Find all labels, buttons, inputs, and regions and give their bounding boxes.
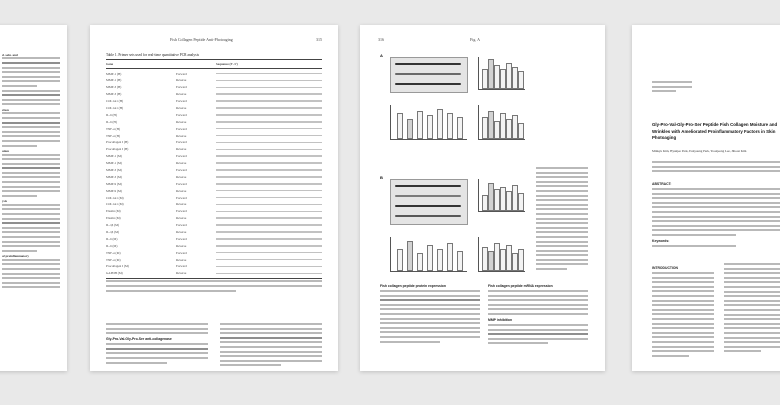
bar-chart-a2	[390, 105, 467, 140]
figure-caption	[536, 167, 588, 273]
table-row: IL-6 (M) Reverse	[106, 242, 322, 249]
table-row: TNF-α (H) Forward	[106, 125, 322, 132]
western-blot-a	[390, 57, 468, 93]
table-row: MMP-3 (H) Forward	[106, 84, 322, 91]
head-2: ysis	[2, 199, 7, 204]
abstract	[652, 179, 780, 250]
primer-table	[106, 53, 322, 294]
bar-chart-b2	[390, 237, 467, 272]
table-row: Procollagen I (M) Forward	[106, 263, 322, 270]
table-row: COL1A1 (M) Forward	[106, 194, 322, 201]
authors: Minkyu Kim, Hyunjee Park, Eunyoung Park, Yoonjeong Lee, Jihoon Kim	[652, 149, 747, 153]
table-row: MMP-3 (M) Reverse	[106, 173, 322, 180]
panel-a-label: A	[380, 53, 383, 58]
running-head-3: Fig. A	[470, 37, 481, 42]
abstract-label: ABSTRACT:	[652, 182, 672, 186]
table-caption: Table 1. Primer sets used for real-time quantitative PCR analysis	[106, 53, 199, 57]
table-row: COL1A1 (M) Reverse	[106, 201, 322, 208]
table-row: MMP-9 (M) Forward	[106, 180, 322, 187]
table-row: Elastin (M) Forward	[106, 208, 322, 215]
snippet-2: ction	[2, 107, 9, 112]
head-3: of proinflammatory	[2, 254, 29, 259]
keywords-label: Keywords:	[652, 238, 670, 243]
intro-column-left	[652, 263, 714, 359]
figure-page-right-column	[488, 281, 588, 347]
bar-chart-a3	[478, 105, 525, 140]
table-row: TNF-α (H) Reverse	[106, 132, 322, 139]
table-row: COL1A1 (H) Reverse	[106, 105, 322, 112]
left-section-head: Gly-Pro-Val-Gly-Pro-Ser anti-collagenase	[106, 337, 172, 342]
figure-page	[360, 25, 605, 371]
table-row: TNF-α (M) Forward	[106, 249, 322, 256]
section-head-1: Fish collagen peptide protein expression	[380, 284, 446, 288]
page-number: 315	[316, 37, 322, 42]
left-page-fragment	[0, 25, 67, 371]
table-body	[106, 70, 322, 277]
western-blot-b	[390, 179, 468, 225]
table-row: MMP-1 (M) Forward	[106, 153, 322, 160]
table-row: MMP-3 (H) Reverse	[106, 91, 322, 98]
table-row: TNF-α (M) Reverse	[106, 256, 322, 263]
table-row: Procollagen I (H) Reverse	[106, 146, 322, 153]
article-title: Gly-Pro-Val-Gly-Pro-Ser Peptide Fish Collagen Moisture and Wrinkles with Ameliorated Proinflammatory Factors in Skin Photoaging	[652, 122, 778, 141]
bar-chart-a1	[478, 57, 525, 90]
intro-label: INTRODUCTION	[652, 266, 678, 270]
table-row: COL1A1 (H) Forward	[106, 98, 322, 105]
running-head: Fish Collagen Peptide Anti-Photoaging	[170, 37, 233, 42]
table-row: GAPDH (M) Reverse	[106, 270, 322, 277]
table-header: Gene Sequence (5'-3')	[106, 62, 238, 67]
journal-info	[652, 81, 692, 95]
table-row: Procollagen I (H) Forward	[106, 139, 322, 146]
snippet-1: d. solu. and	[2, 53, 18, 57]
table-row: MMP-9 (M) Reverse	[106, 187, 322, 194]
table-page	[90, 25, 338, 371]
bar-chart-b3	[478, 237, 525, 272]
section-head-2: Fish collagen peptide mRNA expression	[488, 284, 553, 288]
table-row: IL-6 (H) Reverse	[106, 118, 322, 125]
table-row: MMP-1 (H) Reverse	[106, 77, 322, 84]
table-row: IL-1β (M) Forward	[106, 222, 322, 229]
table-row: MMP-1 (M) Reverse	[106, 160, 322, 167]
affiliations	[652, 161, 780, 175]
bar-chart-b1	[478, 179, 525, 212]
table-row: Elastin (M) Reverse	[106, 215, 322, 222]
panel-b-label: B	[380, 175, 383, 180]
table-row: IL-6 (H) Forward	[106, 111, 322, 118]
table-row: MMP-3 (M) Forward	[106, 167, 322, 174]
figure-page-left-column	[380, 281, 480, 345]
intro-column-right	[724, 263, 780, 355]
section-head-3: MMP inhibition	[488, 317, 513, 322]
page-number-3: 316	[378, 37, 384, 42]
head-1: ation	[2, 149, 9, 154]
title-page	[632, 25, 780, 371]
table-row: MMP-1 (H) Forward	[106, 70, 322, 77]
left-column	[106, 323, 208, 366]
table-row: IL-1β (M) Reverse	[106, 229, 322, 236]
right-column	[220, 323, 322, 369]
table-row: IL-6 (M) Forward	[106, 235, 322, 242]
